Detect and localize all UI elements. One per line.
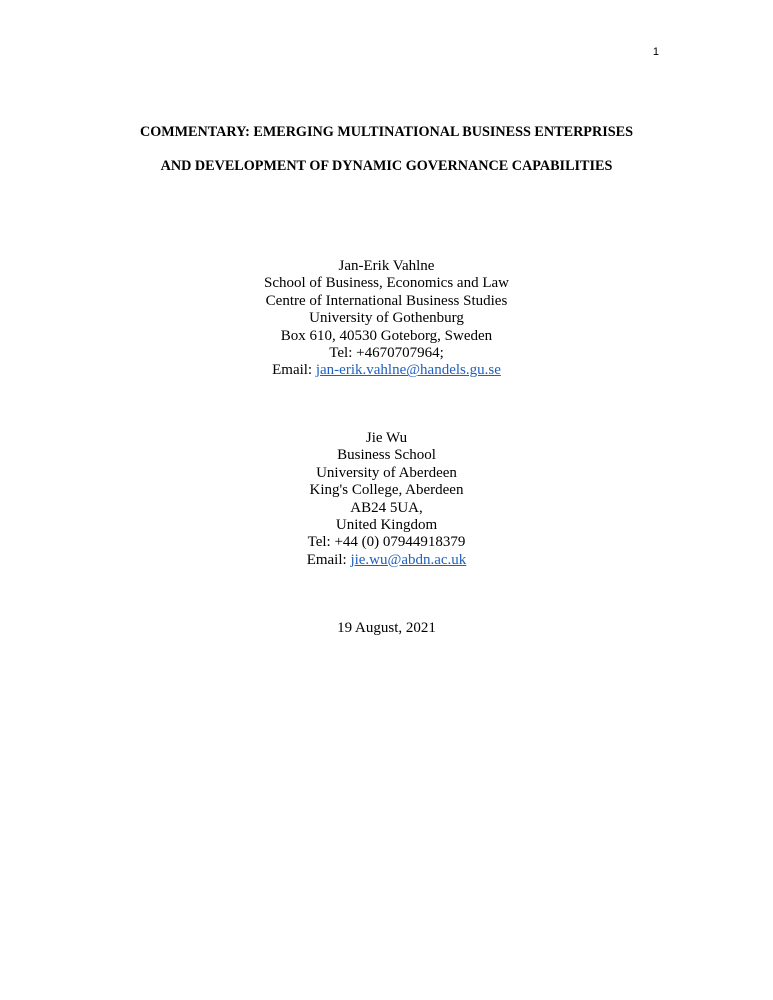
email-link[interactable]: jie.wu@abdn.ac.uk (350, 551, 467, 568)
email-link[interactable]: jan-erik.vahlne@handels.gu.se (315, 362, 501, 379)
telephone-line: Tel: +4670707964; (329, 345, 444, 362)
affiliation-line: United Kingdom (335, 517, 438, 534)
author-block-wu (0, 430, 773, 569)
affiliation-line: AB24 5UA, (350, 499, 423, 516)
affiliation-line: Business School (337, 447, 436, 464)
email-label: Email: (272, 362, 316, 379)
document-date: 19 August, 2021 (337, 620, 436, 636)
affiliation-line: University of Gothenburg (309, 310, 464, 327)
email-label: Email: (306, 551, 351, 568)
author-block-vahlne (0, 258, 773, 380)
affiliation-line: Centre of International Business Studies (265, 292, 508, 309)
affiliation-line: King's College, Aberdeen (309, 482, 464, 499)
affiliation-line: University of Aberdeen (316, 464, 457, 481)
telephone-line: Tel: +44 (0) 07944918379 (307, 534, 466, 551)
title-line-1: COMMENTARY: EMERGING MULTINATIONAL BUSINESS ENTERPRISES (139, 124, 633, 140)
affiliation-line: School of Business, Economics and Law (264, 275, 509, 292)
title-line-2: AND DEVELOPMENT OF DYNAMIC GOVERNANCE CAPABILITIES (160, 158, 613, 174)
page-number: 1 (652, 46, 659, 58)
author-name: Jie Wu (365, 430, 408, 446)
affiliation-line: Box 610, 40530 Goteborg, Sweden (280, 327, 493, 344)
email-line (0, 362, 773, 379)
email-line (0, 552, 773, 569)
author-name: Jan-Erik Vahlne (338, 258, 435, 274)
